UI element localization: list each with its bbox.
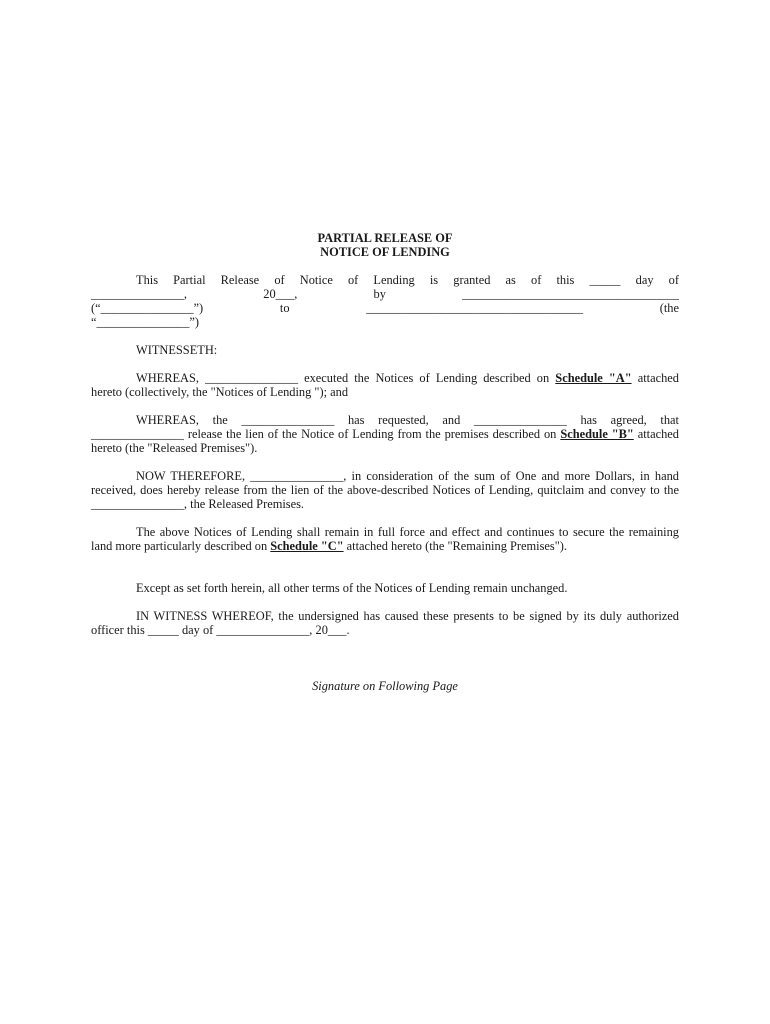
- whereas-paragraph-1: [91, 371, 679, 399]
- grantor-blank: ___________________________________: [462, 287, 679, 301]
- document-title-line-1: PARTIAL RELEASE OF: [317, 231, 453, 245]
- grantee-blank: ___________________________________: [366, 301, 584, 315]
- remain-text-end: attached hereto (the "Remaining Premises").: [343, 539, 568, 553]
- remaining-paragraph: [91, 525, 679, 553]
- witnesseth-heading: WITNESSETH:: [136, 343, 218, 357]
- whereas2-text: WHEREAS, the _______________ has requested, and _______________ has agreed, that _______________ release the lien of the Notice of Lending from the premises described on: [91, 413, 679, 441]
- intro-line-1: This Partial Release of Notice of Lending is granted as of this _____ day of: [136, 273, 679, 287]
- schedule-a-reference: Schedule "A": [555, 371, 632, 385]
- grantor-alias-blank: (“_______________”): [91, 301, 204, 315]
- whereas2-text-end: attached hereto (the "Released Premises").: [91, 427, 679, 455]
- intro-line-2: [91, 287, 679, 301]
- whereas-paragraph-2: [91, 413, 679, 455]
- grantee-alias-blank: “_______________”): [91, 315, 200, 329]
- whereas1-text-end: attached hereto (collectively, the "Notices of Lending "); and: [91, 371, 679, 399]
- remain-text: The above Notices of Lending shall remain in full force and effect and continues to secure the remaining land more particularly described on: [91, 525, 679, 553]
- schedule-b-reference: Schedule "B": [560, 427, 634, 441]
- whereas1-text: WHEREAS, _______________ executed the Notices of Lending described on: [136, 371, 556, 385]
- now-therefore-paragraph: NOW THEREFORE, _______________, in consideration of the sum of One and more Dollars, in hand received, does hereby release from the lien of the above-described Notices of Lending, quitclaim and convey to the _______________, the Released Premises.: [91, 469, 679, 511]
- document-title-line-2: NOTICE OF LENDING: [320, 245, 450, 259]
- the-text: (the: [659, 301, 679, 315]
- except-paragraph: Except as set forth herein, all other terms of the Notices of Lending remain unchanged.: [136, 581, 568, 595]
- schedule-c-reference: Schedule "C": [270, 539, 344, 553]
- intro-line-3: [91, 301, 679, 315]
- date-blank: _______________,: [91, 287, 188, 301]
- by-text: by: [373, 287, 386, 301]
- witness-paragraph: IN WITNESS WHEREOF, the undersigned has caused these presents to be signed by its duly authorized officer this _____ day of _______________, 20___.: [91, 609, 679, 637]
- year-blank: 20___,: [263, 287, 298, 301]
- to-text: to: [279, 301, 290, 315]
- signature-note: Signature on Following Page: [312, 679, 458, 693]
